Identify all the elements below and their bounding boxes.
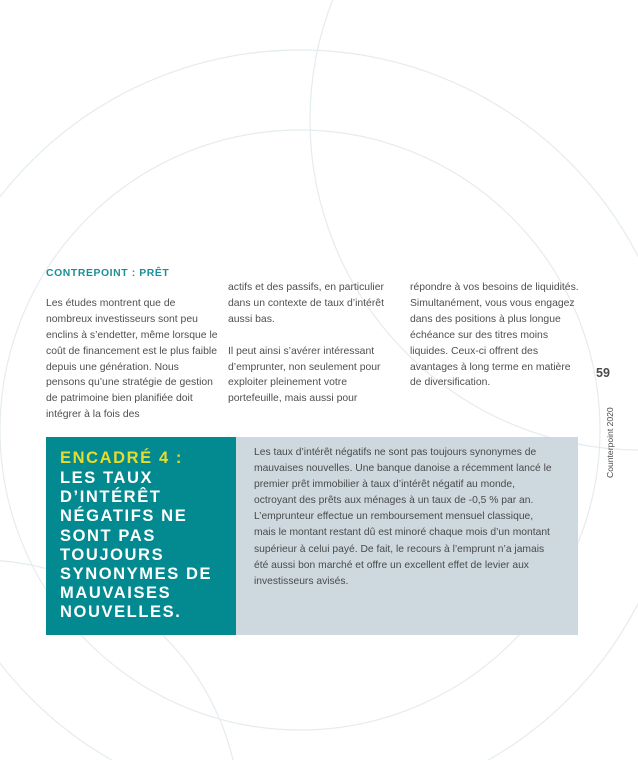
sidebar-box xyxy=(46,437,578,635)
box-title-panel xyxy=(46,437,236,635)
box-kicker: ENCADRÉ 4 : xyxy=(60,449,184,467)
section-title: CONTREPOINT : PRÊT xyxy=(46,268,170,279)
text-column-1 xyxy=(46,268,218,423)
running-footer xyxy=(605,394,617,478)
box-heading: LES TAUX D’INTÉRÊT NÉGATIFS NE SONT PAS TOUJOURS SYNONYMES DE MAUVAISES NOUVELLES. xyxy=(60,469,213,622)
box-body-panel xyxy=(236,437,578,635)
column-1-paragraph: Les études montrent que de nombreux investisseurs sont peu enclins à s’endetter, même lorsque le coût de financement est le plus faible depuis une génération. Nous pensons qu’une stratégie de gestion de patrimoine bien planifiée doit intégrer à la fois des xyxy=(46,297,218,421)
column-3-paragraph: répondre à vos besoins de liquidités. Simultanément, vous vous engagez dans des positions à plus longue échéance sur des titres moins liquides. Ceux-ci offrent des avantages à long terme en matière de diversification. xyxy=(410,282,579,389)
column-2-paragraph-1: actifs et des passifs, en particulier dans un contexte de taux d’intérêt aussi bas. xyxy=(228,282,384,325)
text-column-3 xyxy=(410,280,585,391)
running-footer-text: Counterpoint 2020 xyxy=(605,407,615,478)
box-body-text: Les taux d’intérêt négatifs ne sont pas toujours synonymes de mauvaises nouvelles. Une banque danoise a récemment lancé le premier prêt immobilier à taux d’intérêt négatif au monde, octroyant des prêts aux ménages à un taux de -0,5 % par an. L’emprunteur effectue un remboursement mensuel classique, mais le montant restant dû est minoré chaque mois d’un montant supérieur à celui payé. De fait, le recours à l’emprunt n’a jamais été aussi bon marché et offre un excellent effet de levier aux investisseurs avisés. xyxy=(254,447,552,587)
column-2-paragraph-2: Il peut ainsi s’avérer intéressant d’emprunter, non seulement pour exploiter pleinement votre portefeuille, mais aussi pour xyxy=(228,345,381,405)
page-number: 59 xyxy=(596,366,610,380)
text-column-2 xyxy=(228,280,398,407)
